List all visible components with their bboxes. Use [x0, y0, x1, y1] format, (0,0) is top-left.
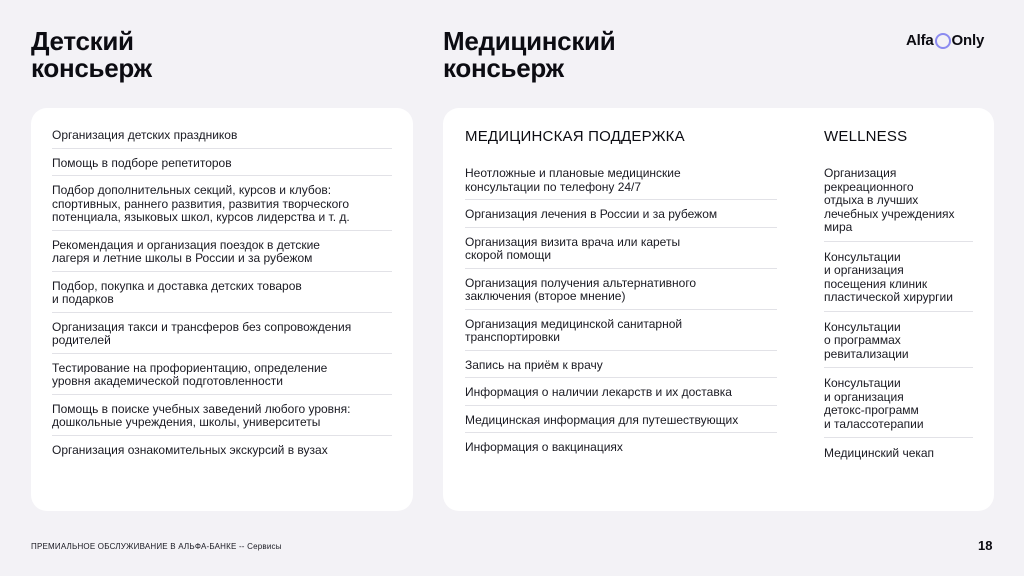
- list-item: Консультации о программах ревитализации: [824, 318, 973, 369]
- wellness-services-list: [824, 164, 973, 473]
- list-item: Медицинская информация для путешествующих: [465, 411, 777, 434]
- list-item: Рекомендация и организация поездок в детские лагеря и летние школы в России и за рубежом: [52, 236, 392, 272]
- list-item: Информация о наличии лекарств и их доставка: [465, 383, 777, 406]
- list-item: Подбор, покупка и доставка детских товаров и подарков: [52, 277, 392, 313]
- list-item: Помощь в подборе репетиторов: [52, 154, 392, 177]
- list-item: Организация рекреационного отдыха в лучших лечебных учреждениях мира: [824, 164, 973, 242]
- list-item: Информация о вакцинациях: [465, 440, 623, 454]
- footer-caption: ПРЕМИАЛЬНОЕ ОБСЛУЖИВАНИЕ В АЛЬФА-БАНКЕ -- Сервисы: [31, 542, 282, 551]
- alfa-only-logo: [906, 32, 984, 49]
- logo-text-left: Alfa: [906, 32, 934, 49]
- medical-concierge-card: [443, 108, 994, 511]
- page-number: 18: [978, 538, 993, 553]
- kids-concierge-card: [31, 108, 413, 511]
- list-item: Консультации и организация посещения клиник пластической хирургии: [824, 248, 973, 312]
- wellness-heading: WELLNESS: [824, 128, 908, 145]
- logo-text-right: Only: [951, 32, 985, 49]
- medical-services-list: [465, 164, 777, 465]
- list-item: Тестирование на профориентацию, определение уровня академической подготовленности: [52, 359, 392, 395]
- list-item: Организация детских праздников: [52, 126, 392, 149]
- list-item: Запись на приём к врачу: [465, 356, 777, 379]
- list-item: Организация такси и трансферов без сопровождения родителей: [52, 318, 392, 354]
- logo-ring-icon: [935, 33, 951, 49]
- list-item: Организация лечения в России и за рубежом: [465, 205, 777, 228]
- list-item: Медицинский чекап: [824, 446, 935, 460]
- list-item: Подбор дополнительных секций, курсов и клубов: спортивных, раннего развития, развития творческого потенциала, языковых школ, курсов лидерства и т. д.: [52, 181, 392, 231]
- kids-services-list: [52, 126, 392, 467]
- list-item: Консультации и организация детокс-программ и талассотерапии: [824, 374, 973, 438]
- list-item: Организация медицинской санитарной транспортировки: [465, 315, 777, 351]
- medical-support-heading: МЕДИЦИНСКАЯ ПОДДЕРЖКА: [465, 128, 685, 145]
- medical-concierge-title: Медицинский консьерж: [443, 26, 616, 83]
- kids-concierge-title: Детский консьерж: [31, 26, 152, 83]
- list-item: Организация визита врача или кареты скорой помощи: [465, 233, 777, 269]
- list-item: Организация ознакомительных экскурсий в вузах: [52, 442, 328, 457]
- list-item: Неотложные и плановые медицинские консультации по телефону 24/7: [465, 164, 777, 200]
- list-item: Помощь в поиске учебных заведений любого уровня: дошкольные учреждения, школы, университеты: [52, 400, 392, 436]
- list-item: Организация получения альтернативного заключения (второе мнение): [465, 274, 777, 310]
